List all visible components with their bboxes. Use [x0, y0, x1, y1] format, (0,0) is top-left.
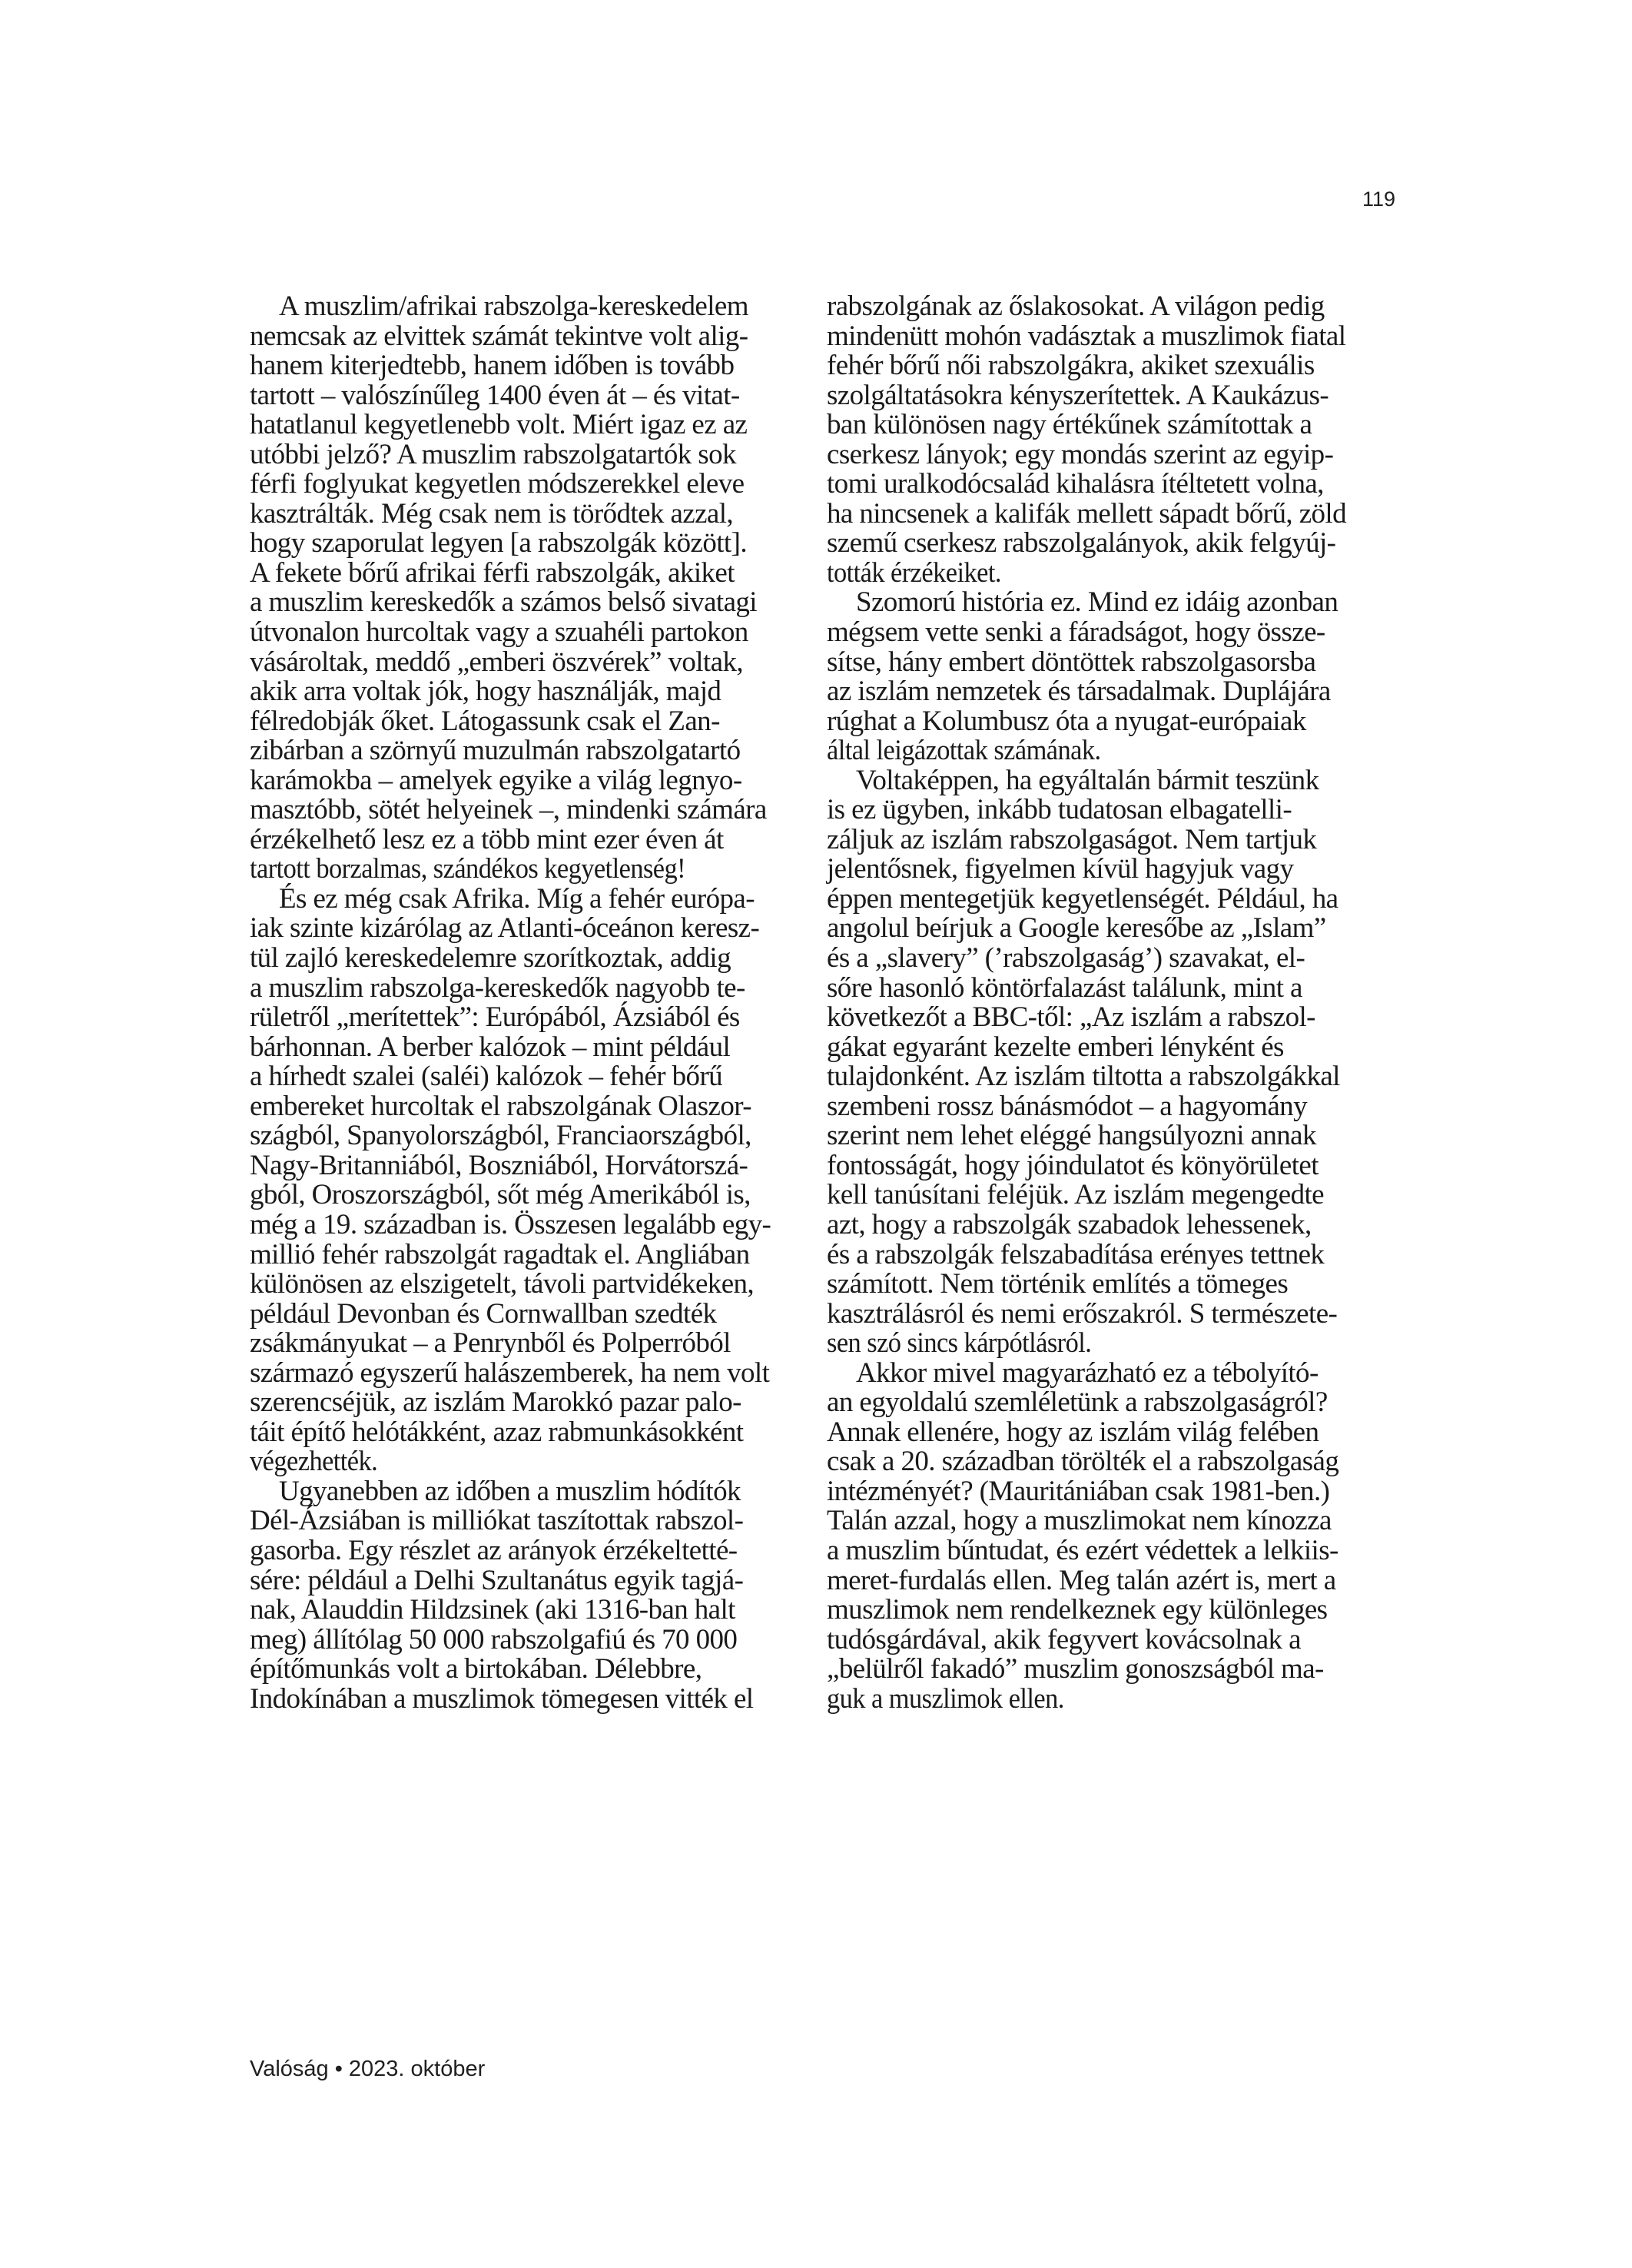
text-line: gasorba. Egy részlet az arányok érzékeltetté-	[250, 1534, 738, 1566]
text-line: hanem kiterjedtebb, hanem időben is tovább	[250, 350, 735, 382]
text-line: zibárban a szörnyű muzulmán rabszolgatartó	[250, 735, 741, 767]
text-line: Szomorú história ez. Mind ez idáig azonban	[856, 586, 1338, 619]
text-line: éppen mentegetjük kegyetlenségét. Például, ha	[827, 882, 1338, 915]
text-line: férfi foglyukat kegyetlen módszerekkel eleve	[250, 468, 745, 500]
text-line: számított. Nem történik említés a tömeges	[827, 1268, 1289, 1300]
text-line: a muszlim kereskedők a számos belső sivatagi	[250, 586, 757, 619]
text-line: származó egyszerű halászemberek, ha nem volt	[250, 1356, 770, 1389]
text-line: fehér bőrű női rabszolgákra, akiket szexuális	[827, 350, 1315, 382]
text-line: hatatlanul kegyetlenebb volt. Miért igaz ez az	[250, 409, 748, 441]
text-line: kasztrálták. Még csak nem is törődtek azzal,	[250, 497, 734, 530]
text-line: csak a 20. században törölték el a rabszolgaság	[827, 1446, 1339, 1478]
page-number: 119	[1362, 188, 1395, 211]
text-line: vásároltak, meddő „emberi öszvérek” voltak,	[250, 646, 743, 678]
text-line: által leigázottak számának.	[827, 735, 1101, 767]
text-line: Talán azzal, hogy a muszlimokat nem kínozza	[827, 1505, 1332, 1537]
text-line: érzékelhető lesz ez a több mint ezer éven át	[250, 823, 724, 855]
text-line: záljuk az iszlám rabszolgaságot. Nem tartjuk	[827, 823, 1317, 855]
text-line: És ez még csak Afrika. Míg a fehér európa-	[279, 882, 755, 915]
text-line: és a „slavery” (’rabszolgaság’) szavakat, el-	[827, 942, 1305, 975]
text-line: szerint nem lehet eléggé hangsúlyozni annak	[827, 1120, 1316, 1152]
text-column-right	[827, 292, 1374, 1714]
text-line: a hírhedt szalei (saléi) kalózok – fehér bőrű	[250, 1061, 723, 1093]
text-line: nak, Alauddin Hildzsinek (aki 1316-ban halt	[250, 1594, 735, 1626]
text-line: útvonalon hurcoltak vagy a szuahéli partokon	[250, 616, 748, 649]
text-line: jelentősnek, figyelmen kívül hagyjuk vagy	[827, 853, 1294, 885]
text-line: tartott – valószínűleg 1400 éven át – és vitat-	[250, 379, 740, 411]
text-line: nemcsak az elvittek számát tekintve volt alig-	[250, 320, 748, 352]
text-line: félredobják őket. Látogassunk csak el Zan-	[250, 705, 720, 737]
text-line: különösen az elszigetelt, távoli partvidékeken,	[250, 1268, 755, 1300]
text-line: an egyoldalú szemléletünk a rabszolgaságról?	[827, 1386, 1328, 1419]
text-line: tomi uralkodócsalád kihalásra ítéltetett volna,	[827, 468, 1324, 500]
text-line: Indokínában a muszlimok tömegesen vitték el	[250, 1682, 754, 1715]
text-line: rabszolgának az őslakosokat. A világon pedig	[827, 291, 1325, 322]
text-line: fontosságát, hogy jóindulatot és könyörületet	[827, 1149, 1319, 1181]
text-line: sen szó sincs kárpótlásról.	[827, 1327, 1092, 1360]
text-line: rületről „merítettek”: Európából, Ázsiából és	[250, 1001, 740, 1034]
text-line: táit építő helótákként, azaz rabmunkásokként	[250, 1416, 744, 1448]
text-line: ban különösen nagy értékűnek számítottak a	[827, 409, 1312, 441]
text-line: következőt a BBC-től: „Az iszlám a rabszol-	[827, 1001, 1315, 1034]
text-line: guk a muszlimok ellen.	[827, 1682, 1064, 1715]
text-line: Ugyanebben az időben a muszlim hódítók	[279, 1475, 741, 1507]
text-line: az iszlám nemzetek és társadalmak. Duplájára	[827, 676, 1331, 708]
text-line: rúghat a Kolumbusz óta a nyugat-európaiak	[827, 705, 1306, 737]
text-line: sére: például a Delhi Szultanátus egyik tagjá-	[250, 1564, 744, 1596]
text-line: Annak ellenére, hogy az iszlám világ felében	[827, 1416, 1319, 1448]
text-line: szolgáltatásokra kényszerítettek. A Kaukázus-	[827, 379, 1329, 411]
text-line: mindenütt mohón vadásztak a muszlimok fiatal	[827, 320, 1346, 352]
text-line: A fekete bőrű afrikai férfi rabszolgák, akiket	[250, 556, 735, 589]
text-line: millió fehér rabszolgát ragadtak el. Angliában	[250, 1238, 750, 1270]
text-line: tották érzékeiket.	[827, 556, 1001, 589]
text-line: akik arra voltak jók, hogy használják, majd	[250, 676, 721, 708]
text-line: meg) állítólag 50 000 rabszolgafiú és 70 000	[250, 1623, 738, 1655]
text-line: szemű cserkesz rabszolgalányok, akik felgyúj-	[827, 527, 1336, 560]
text-line: embereket hurcoltak el rabszolgának Olaszor-	[250, 1090, 751, 1122]
text-line: tartott borzalmas, szándékos kegyetlenség!	[250, 853, 686, 885]
text-line: iak szinte kizárólag az Atlanti-óceánon keresz-	[250, 912, 760, 945]
text-line: tül zajló kereskedelemre szorítkoztak, addig	[250, 942, 731, 975]
text-line: a muszlim bűntudat, és ezért védettek a lelkiis-	[827, 1534, 1338, 1566]
text-line: sítse, hány embert döntöttek rabszolgasorsba	[827, 646, 1316, 678]
text-line: karámokba – amelyek egyike a világ legnyo-	[250, 764, 742, 796]
text-line: intézményét? (Mauritániában csak 1981-ben.)	[827, 1475, 1330, 1507]
text-line: és a rabszolgák felszabadítása erényes tettnek	[827, 1238, 1325, 1270]
text-line: például Devonban és Cornwallban szedték	[250, 1297, 717, 1330]
text-line: szágból, Spanyolországból, Franciaországból,	[250, 1120, 751, 1152]
text-line: hogy szaporulat legyen [a rabszolgák között].	[250, 527, 747, 560]
text-line: angolul beírjuk a Google keresőbe az „Islam”	[827, 912, 1326, 945]
text-line: kell tanúsítani feléjük. Az iszlám megengedte	[827, 1179, 1325, 1211]
text-line: végezhették.	[250, 1446, 378, 1478]
text-line: Dél-Ázsiában is milliókat taszítottak rabszol-	[250, 1505, 744, 1537]
text-line: zsákmányukat – a Penrynből és Polperróból	[250, 1327, 731, 1360]
text-line: Akkor mivel magyarázható ez a tébolyító-	[856, 1356, 1319, 1389]
text-line: meret-furdalás ellen. Meg talán azért is, mert a	[827, 1564, 1336, 1596]
text-line: „belülről fakadó” muszlim gonoszságból ma-	[827, 1653, 1324, 1685]
text-line: tulajdonként. Az iszlám tiltotta a rabszolgákkal	[827, 1061, 1340, 1093]
text-line: Voltaképpen, ha egyáltalán bármit teszünk	[856, 764, 1319, 796]
text-line: tudósgárdával, akik fegyvert kovácsolnak a	[827, 1623, 1301, 1655]
text-line: azt, hogy a rabszolgák szabadok lehessenek,	[827, 1208, 1312, 1240]
text-line: szembeni rossz bánásmódot – a hagyomány	[827, 1090, 1307, 1122]
text-line: ha nincsenek a kalifák mellett sápadt bőrű, zöld	[827, 497, 1347, 530]
text-line: sőre hasonló köntörfalazást találunk, mint a	[827, 971, 1302, 1004]
text-line: utóbbi jelző? A muszlim rabszolgatartók sok	[250, 438, 736, 470]
text-line: mégsem vette senki a fáradságot, hogy össze-	[827, 616, 1325, 649]
text-line: gákat egyaránt kezelte emberi lényként és	[827, 1031, 1284, 1063]
text-line: a muszlim rabszolga-kereskedők nagyobb te-	[250, 971, 745, 1004]
text-line: is ez ügyben, inkább tudatosan elbagatelli-	[827, 794, 1292, 826]
running-footer: Valóság • 2023. október	[250, 2057, 486, 2081]
text-line: Nagy-Britanniából, Boszniából, Horvátorszá-	[250, 1149, 748, 1181]
text-line: kasztrálásról és nemi erőszakról. S természete-	[827, 1297, 1338, 1330]
text-line: szerencséjük, az iszlám Marokkó pazar palo-	[250, 1386, 741, 1419]
text-line: muszlimok nem rendelkeznek egy különleges	[827, 1594, 1328, 1626]
text-line: bárhonnan. A berber kalózok – mint például	[250, 1031, 731, 1063]
text-line: masztóbb, sötét helyeinek –, mindenki számára	[250, 794, 767, 826]
text-line: építőmunkás volt a birtokában. Délebbre,	[250, 1653, 702, 1685]
text-line: gból, Oroszországból, sőt még Amerikából is,	[250, 1179, 751, 1211]
text-line: cserkesz lányok; egy mondás szerint az egyip-	[827, 438, 1334, 470]
text-line: A muszlim/afrikai rabszolga-kereskedelem	[279, 291, 748, 322]
text-line: még a 19. században is. Összesen legalább egy-	[250, 1208, 771, 1240]
text-column-left	[250, 292, 792, 1714]
